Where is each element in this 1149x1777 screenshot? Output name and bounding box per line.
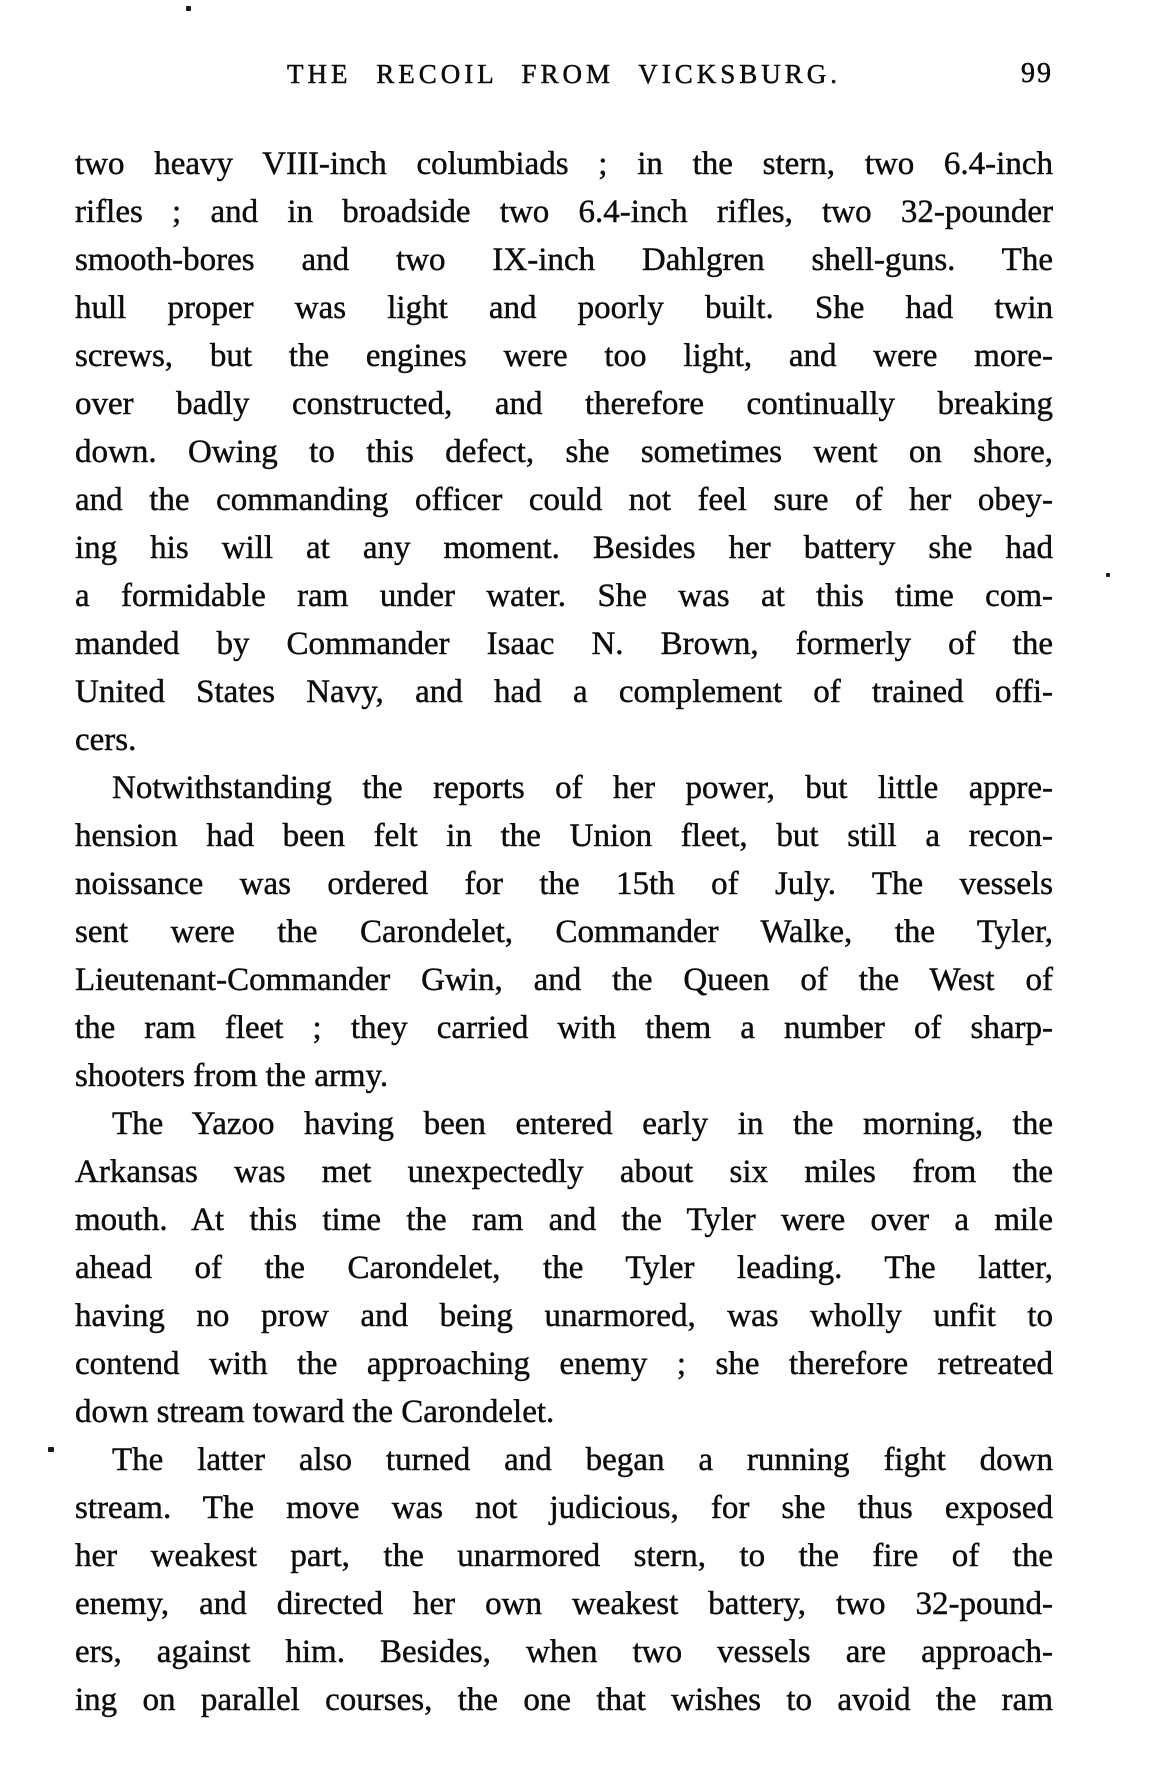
scan-speck <box>48 1447 54 1452</box>
text-line: United States Navy, and had a complement of trained offi- <box>75 674 1053 710</box>
text-line: The Yazoo having been entered early in the morning, the <box>112 1106 1053 1142</box>
text-line: ing his will at any moment. Besides her battery she had <box>75 530 1053 566</box>
text-line: mouth. At this time the ram and the Tyler were over a mile <box>75 1202 1053 1238</box>
text-line: manded by Commander Isaac N. Brown, formerly of the <box>75 626 1053 662</box>
text-line: noissance was ordered for the 15th of July. The vessels <box>75 866 1053 902</box>
text-line: The latter also turned and began a running fight down <box>112 1442 1053 1478</box>
text-line: Notwithstanding the reports of her power, but little appre- <box>112 770 1053 806</box>
text-line: hull proper was light and poorly built. She had twin <box>75 290 1053 326</box>
text-line: enemy, and directed her own weakest battery, two 32-pound- <box>75 1586 1053 1622</box>
text-line: rifles ; and in broadside two 6.4-inch rifles, two 32-pounder <box>75 194 1053 230</box>
page-number: 99 <box>1021 58 1053 89</box>
text-line: ers, against him. Besides, when two vessels are approach- <box>75 1634 1053 1670</box>
text-line: Lieutenant-Commander Gwin, and the Queen of the West of <box>75 962 1053 998</box>
text-line: down. Owing to this defect, she sometimes went on shore, <box>75 434 1053 470</box>
text-line: two heavy VIII-inch columbiads ; in the stern, two 6.4-inch <box>75 146 1053 182</box>
text-line: contend with the approaching enemy ; she therefore retreated <box>75 1346 1053 1382</box>
paragraph-4 <box>75 1436 1053 1724</box>
running-title: THE RECOIL FROM VICKSBURG. <box>286 59 842 89</box>
scan-speck <box>186 6 191 11</box>
text-line: Arkansas was met unexpectedly about six miles from the <box>75 1154 1053 1190</box>
scan-speck <box>1106 573 1110 577</box>
text-line: and the commanding officer could not feel sure of her obey- <box>75 482 1053 518</box>
running-header <box>75 56 1053 92</box>
text-line: shooters from the army. <box>75 1058 389 1094</box>
text-line: over badly constructed, and therefore continually breaking <box>75 386 1053 422</box>
text-line: cers. <box>75 722 137 758</box>
page-body-text <box>75 140 1053 1724</box>
text-line: hension had been felt in the Union fleet, but still a recon- <box>75 818 1053 854</box>
text-line: sent were the Carondelet, Commander Walke, the Tyler, <box>75 914 1053 950</box>
paragraph-2 <box>75 764 1053 1100</box>
text-line: down stream toward the Carondelet. <box>75 1394 555 1430</box>
text-line: ahead of the Carondelet, the Tyler leading. The latter, <box>75 1250 1053 1286</box>
text-line: ing on parallel courses, the one that wishes to avoid the ram <box>75 1682 1053 1718</box>
text-line: a formidable ram under water. She was at this time com- <box>75 578 1053 614</box>
text-line: her weakest part, the unarmored stern, to the fire of the <box>75 1538 1053 1574</box>
paragraph-3 <box>75 1100 1053 1436</box>
text-line: the ram fleet ; they carried with them a number of sharp- <box>75 1010 1053 1046</box>
text-line: screws, but the engines were too light, and were more- <box>75 338 1053 374</box>
text-line: smooth-bores and two IX-inch Dahlgren shell-guns. The <box>75 242 1053 278</box>
paragraph-1 <box>75 140 1053 764</box>
text-line: having no prow and being unarmored, was wholly unfit to <box>75 1298 1053 1334</box>
text-line: stream. The move was not judicious, for she thus exposed <box>75 1490 1053 1526</box>
